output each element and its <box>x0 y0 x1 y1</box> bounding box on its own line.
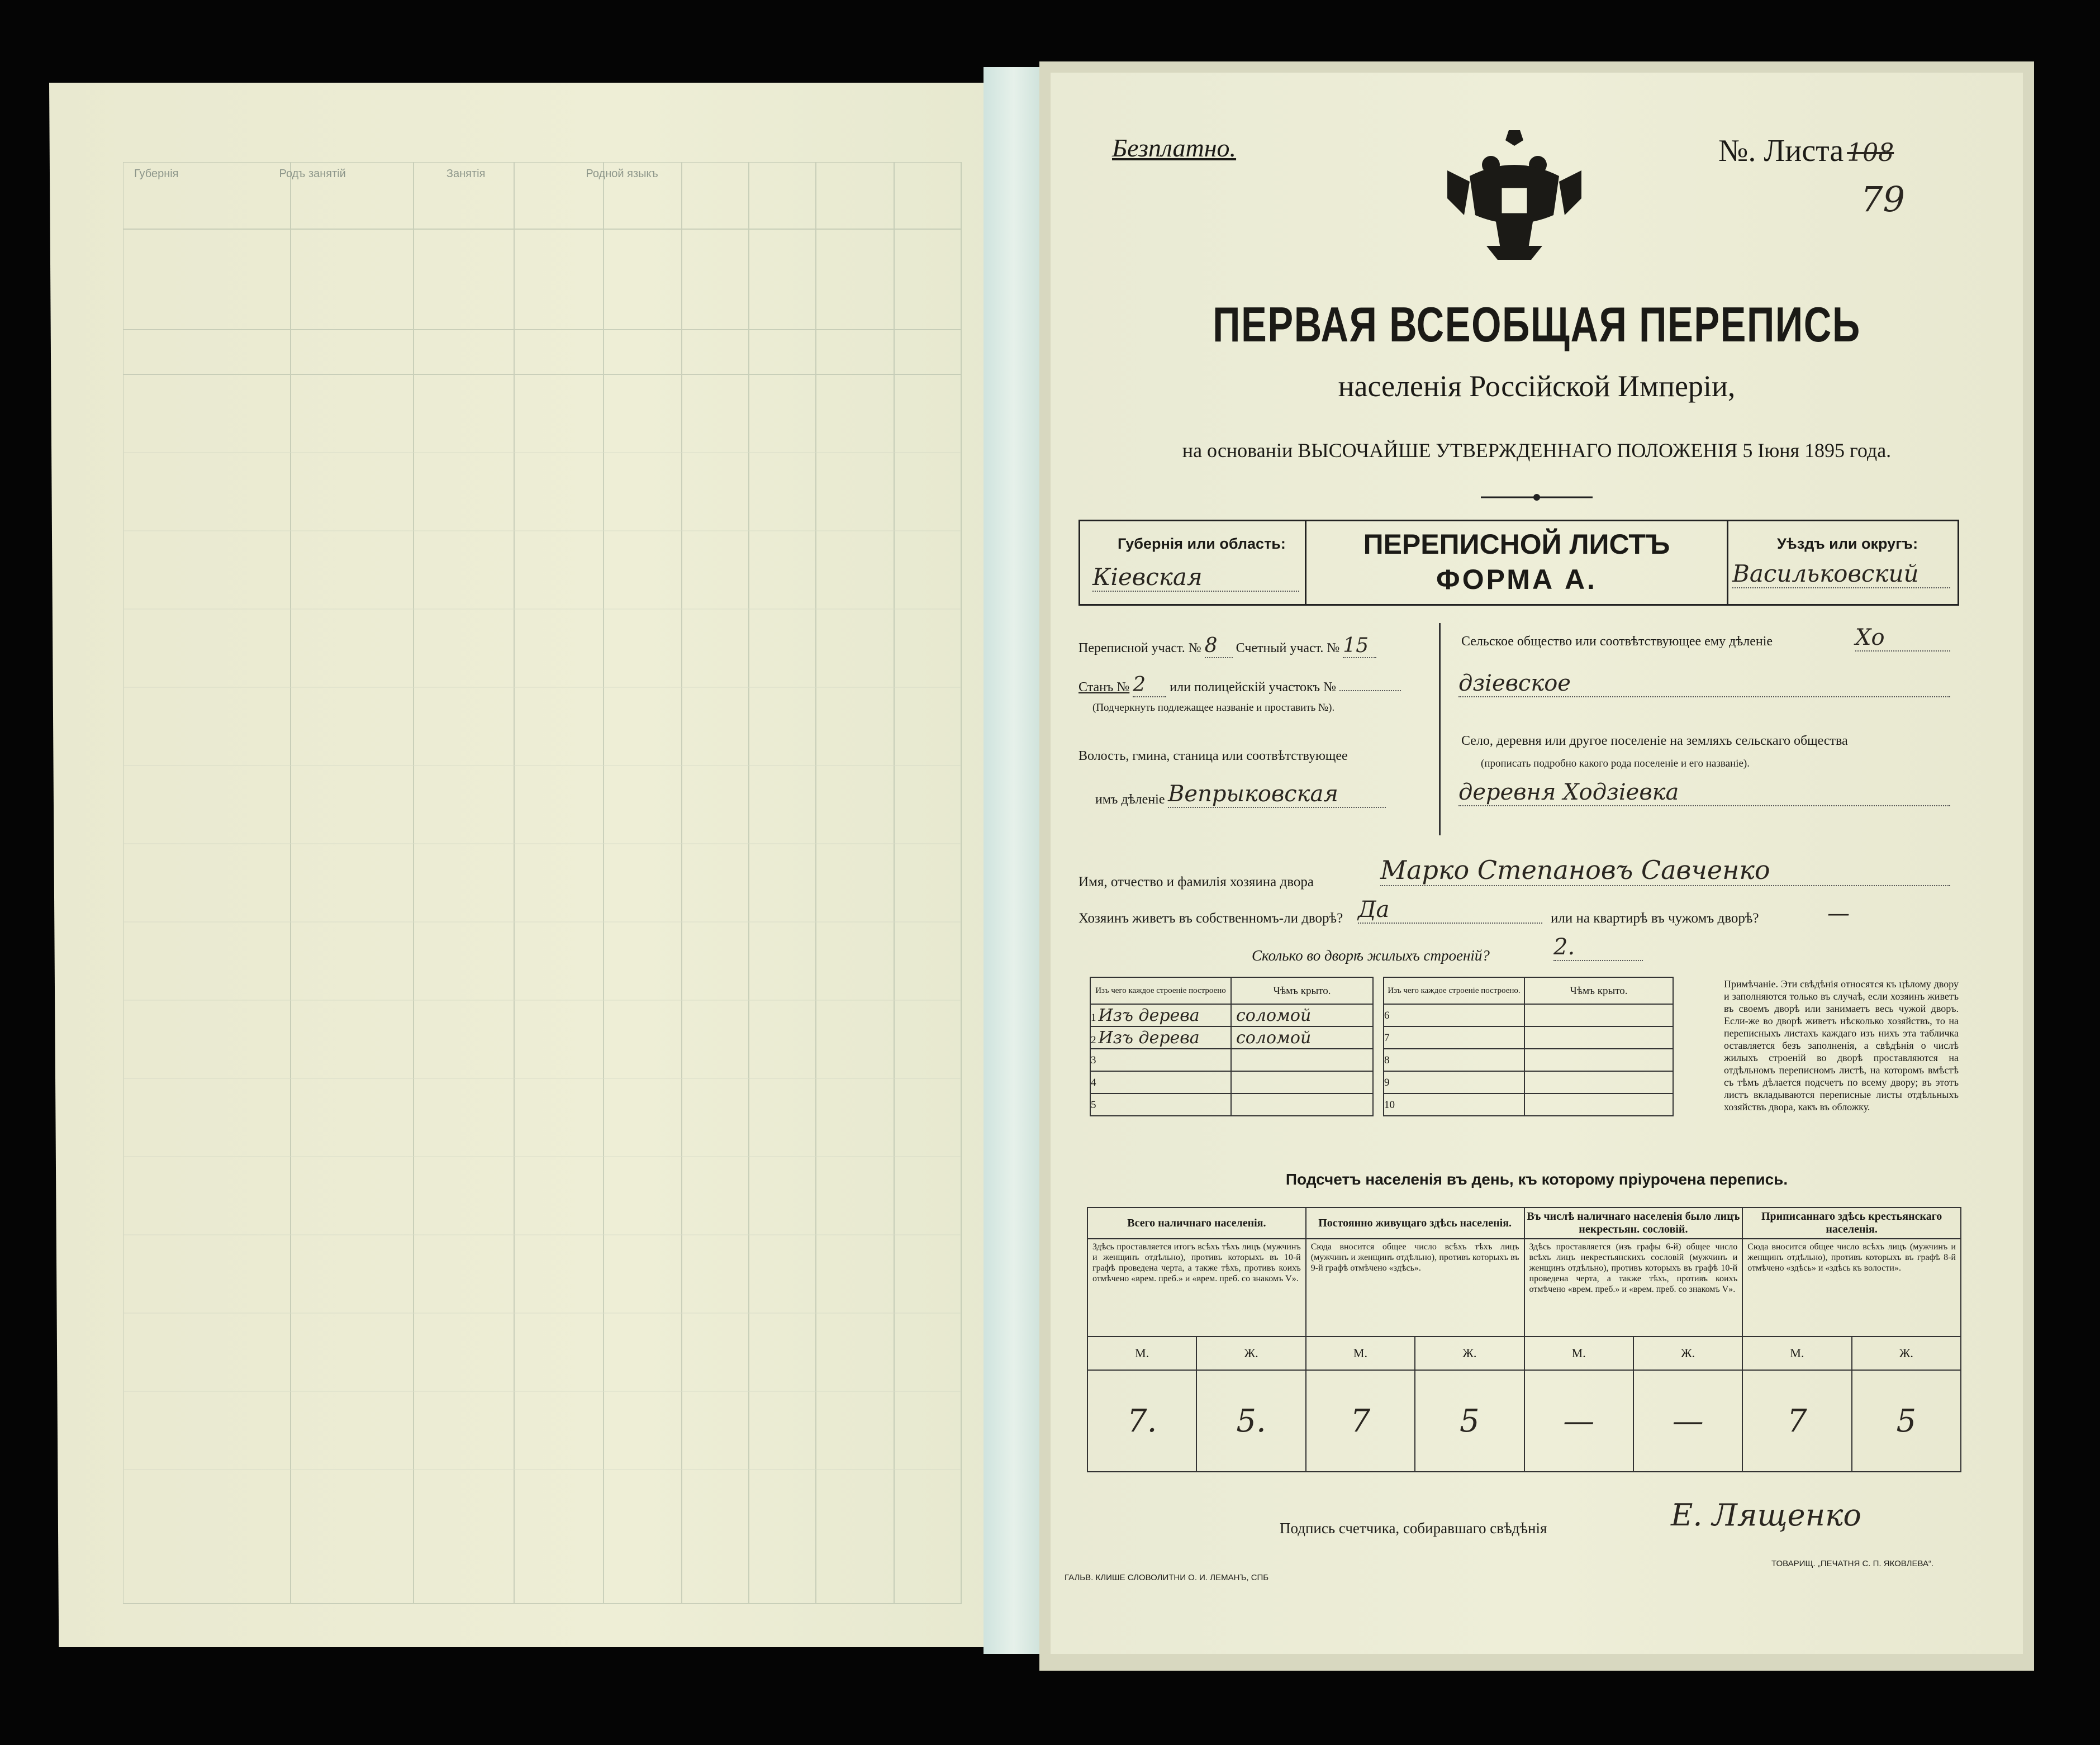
roof-cell[interactable] <box>1231 1049 1373 1071</box>
stan-label: Станъ № <box>1078 680 1130 695</box>
form-subtitle: ФОРМА А. <box>1436 564 1597 595</box>
left-header-text: Родъ занятій <box>279 168 346 180</box>
count-male-cell[interactable]: — <box>1524 1370 1633 1472</box>
roof-cell[interactable] <box>1524 1004 1673 1026</box>
village-label: Село, деревня или другое поселеніе на земляхъ сельскаго общества <box>1461 734 1848 748</box>
society-label: Сельское общество или соотвѣтствующее ему дѣленіе <box>1461 634 1773 649</box>
left-header-text: Родной языкъ <box>586 168 658 180</box>
buildings-label: Сколько во дворѣ жилыхъ строеній? <box>1252 947 1490 964</box>
column-divider <box>1439 623 1441 835</box>
sheet-number-value: 108 <box>1847 139 1894 167</box>
count-title: Подсчетъ населенія въ день, къ которому пріурочена перепись. <box>1285 1171 1788 1188</box>
female-header: Ж. <box>1196 1337 1305 1370</box>
buildings-field[interactable]: 2. <box>1553 934 1643 961</box>
count-male-cell[interactable]: 7 <box>1742 1370 1851 1472</box>
census-subtitle: населенія Россійской Имперіи, <box>1338 369 1736 403</box>
roof-cell[interactable] <box>1231 1071 1373 1093</box>
row-number: 6 <box>1384 1004 1524 1026</box>
count-table <box>1087 1207 1961 1472</box>
province-field[interactable]: Кіевская <box>1092 563 1299 592</box>
count-column-description: Здѣсь проставляется (изъ графы 6-й) общее число всѣхъ лицъ некрестьянскихъ сословій (мужчинъ и женщинъ отдѣльно), противъ которыхъ въ графѣ 10-й проведена черта, а также тѣхъ, противъ коихъ отмѣчено «врем. преб.» и «врем. преб. со знакомъ V». <box>1524 1239 1743 1337</box>
male-header: М. <box>1306 1337 1415 1370</box>
village-field[interactable]: деревня Ходзіевка <box>1458 779 1950 806</box>
province-label: Губернія или область: <box>1118 535 1286 552</box>
row-number: 8 <box>1384 1049 1524 1071</box>
table-row <box>1090 1026 1373 1049</box>
printer-credit-right: ТОВАРИЩ. „ПЕЧАТНЯ С. П. ЯКОВЛЕВА“. <box>1771 1559 1934 1568</box>
sheet-number-alt: 79 <box>1861 179 1905 220</box>
buildings-header: Чѣмъ крыто. <box>1231 977 1373 1004</box>
male-header: М. <box>1524 1337 1633 1370</box>
count-column-description: Сюда вносится общее число всѣхъ лицъ (мужчинъ и женщинъ отдѣльно), противъ которыхъ въ графѣ 8-й отмѣчено «здѣсь» и «здѣсь къ волости». <box>1742 1239 1961 1337</box>
society-field-continued[interactable]: дзіевское <box>1458 671 1950 697</box>
left-header-text: Губернія <box>134 168 179 180</box>
female-header: Ж. <box>1852 1337 1961 1370</box>
table-row <box>1384 1004 1673 1026</box>
volost-label: Волость, гмина, станица или соотвѣтствующее <box>1078 749 1348 763</box>
left-page-headers <box>134 168 972 180</box>
stan-row <box>1078 673 1401 697</box>
census-title: ПЕРВАЯ ВСЕОБЩАЯ ПЕРЕПИСЬ <box>1213 297 1861 352</box>
police-field[interactable] <box>1339 690 1401 691</box>
row-number: 9 <box>1384 1071 1524 1093</box>
male-header: М. <box>1087 1337 1196 1370</box>
table-row <box>1384 1093 1673 1116</box>
female-header: Ж. <box>1633 1337 1742 1370</box>
roof-cell[interactable]: соломой <box>1231 1004 1373 1026</box>
row-number: 1 <box>1091 1011 1096 1024</box>
underline-note: (Подчеркнуть подлежащее названіе и проставить №). <box>1092 702 1335 714</box>
count-section-field[interactable]: 15 <box>1343 634 1376 658</box>
table-row <box>1384 1026 1673 1049</box>
sheet-number-label: №. Листа <box>1718 134 1844 168</box>
buildings-table-right <box>1383 977 1674 1116</box>
table-row <box>1090 1071 1373 1093</box>
count-column-header: Приписаннаго здѣсь крестьянскаго населенія. <box>1742 1207 1961 1239</box>
district-field[interactable]: Васильковский <box>1732 560 1950 588</box>
census-basis: на основаніи ВЫСОЧАЙШЕ УТВЕРЖДЕННАГО ПОЛОЖЕНІЯ 5 Іюня 1895 года. <box>1182 439 1892 462</box>
row-number: 7 <box>1384 1026 1524 1049</box>
counter-signature: Е. Лященко <box>1671 1497 1861 1533</box>
village-note: (прописать подробно какого рода поселеніе и его названіе). <box>1481 758 1750 769</box>
buildings-header: Изъ чего каждое строеніе построено. <box>1384 977 1524 1004</box>
roof-cell[interactable] <box>1524 1071 1673 1093</box>
material-cell[interactable]: Изъ дерева <box>1098 1028 1200 1048</box>
sheet-number <box>1718 133 1894 169</box>
lives-rent-label: или на квартирѣ въ чужомъ дворѣ? <box>1551 911 1759 926</box>
count-column-header: Постоянно живущаго здѣсь населенія. <box>1306 1207 1524 1239</box>
ornament-divider <box>1481 492 1593 503</box>
signature-label: Подпись счетчика, собиравшаго свѣдѣнія <box>1280 1520 1547 1537</box>
buildings-header: Изъ чего каждое строеніе построено <box>1090 977 1231 1004</box>
lives-own-field[interactable]: Да <box>1358 897 1542 924</box>
lives-rent-field[interactable]: — <box>1827 901 1850 926</box>
owner-field[interactable]: Марко Степановъ Савченко <box>1380 855 1950 886</box>
count-female-cell[interactable]: 5 <box>1852 1370 1961 1472</box>
row-number: 3 <box>1091 1054 1096 1066</box>
census-section-row <box>1078 634 1376 658</box>
lives-own-label: Хозяинъ живетъ въ собственномъ-ли дворѣ? <box>1078 911 1343 926</box>
material-cell[interactable]: Изъ дерева <box>1098 1005 1200 1025</box>
table-row <box>1090 1049 1373 1071</box>
row-number: 2 <box>1091 1034 1096 1046</box>
police-label: или полицейскій участокъ № <box>1170 680 1336 695</box>
left-page-faint-grid <box>123 162 972 1615</box>
roof-cell[interactable] <box>1231 1093 1373 1116</box>
district-label: Уѣздъ или округъ: <box>1777 535 1918 552</box>
roof-cell[interactable] <box>1524 1049 1673 1071</box>
table-row <box>1090 1093 1373 1116</box>
row-number: 5 <box>1091 1099 1096 1111</box>
count-male-cell[interactable]: 7 <box>1306 1370 1415 1472</box>
left-header-text: Занятія <box>446 168 486 180</box>
count-section-label: Счетный участ. № <box>1236 641 1340 655</box>
roof-cell[interactable] <box>1524 1026 1673 1049</box>
roof-cell[interactable]: соломой <box>1231 1026 1373 1049</box>
count-female-cell[interactable]: 5 <box>1415 1370 1524 1472</box>
society-field[interactable]: Хо <box>1855 625 1950 652</box>
volost-field[interactable]: Вепрыковская <box>1168 781 1386 808</box>
count-column-description: Здѣсь проставляется итогъ всѣхъ тѣхъ лицъ (мужчинъ и женщинъ отдѣльно), противъ которыхъ въ 10-й графѣ проведена черта, а также тѣхъ, противъ коихъ отмѣчено «врем. преб.» и «врем. преб. со знакомъ V». <box>1087 1239 1306 1337</box>
male-header: М. <box>1742 1337 1851 1370</box>
row-number: 10 <box>1384 1093 1524 1116</box>
volost-label-2: имъ дѣленіе <box>1095 792 1165 807</box>
owner-label: Имя, отчество и фамилія хозяина двора <box>1078 874 1314 890</box>
census-section-field[interactable]: 8 <box>1205 634 1233 658</box>
row-number: 4 <box>1091 1076 1096 1088</box>
form-title: ПЕРЕПИСНОЙ ЛИСТЪ <box>1363 529 1670 560</box>
count-female-cell[interactable]: 5. <box>1196 1370 1305 1472</box>
form-box-divider <box>1727 520 1728 604</box>
table-row <box>1090 1004 1373 1026</box>
stan-field[interactable]: 2 <box>1133 673 1166 697</box>
roof-cell[interactable] <box>1524 1093 1673 1116</box>
count-column-description: Сюда вносится общее число всѣхъ тѣхъ лицъ (мужчинъ и женщинъ отдѣльно), противъ которыхъ въ 9-й графѣ отмѣчено «здѣсь». <box>1306 1239 1524 1337</box>
buildings-note: Примѣчаніе. Эти свѣдѣнія относятся къ цѣлому двору и заполняются только въ случаѣ, если хозяинъ живетъ въ своемъ дворѣ или занимаетъ весь чужой дворъ. Если-же во дворѣ живетъ нѣсколько хозяйствъ, то на переписныхъ листахъ каждаго изъ нихъ эта табличка оставляется безъ заполненія, а свѣдѣнія о числѣ жилыхъ строеній во дворѣ проставляются на отдѣльномъ переписномъ листѣ, на которомъ вмѣстѣ съ тѣмъ дѣлается подсчетъ по всему двору; въ этотъ листъ вкладываются переписные листы отдѣльныхъ хозяйствъ двора, какъ въ обложку. <box>1724 978 1959 1112</box>
buildings-table-left <box>1090 977 1374 1116</box>
female-header: Ж. <box>1415 1337 1524 1370</box>
table-row <box>1384 1049 1673 1071</box>
printer-credit-left: ГАЛЬВ. КЛИШЕ СЛОВОЛИТНИ О. И. ЛЕМАНЪ, СПБ <box>1065 1573 1269 1582</box>
buildings-header: Чѣмъ крыто. <box>1524 977 1673 1004</box>
count-column-header: Всего наличнаго населенія. <box>1087 1207 1306 1239</box>
census-section-label: Переписной участ. № <box>1078 641 1201 655</box>
free-label: Безплатно. <box>1112 134 1237 162</box>
table-row <box>1384 1071 1673 1093</box>
count-female-cell[interactable]: — <box>1633 1370 1742 1472</box>
double-headed-eagle-emblem <box>1442 126 1587 265</box>
count-column-header: Въ числѣ наличнаго населенія было лицъ некрестьян. сословій. <box>1524 1207 1743 1239</box>
count-male-cell[interactable]: 7. <box>1087 1370 1196 1472</box>
